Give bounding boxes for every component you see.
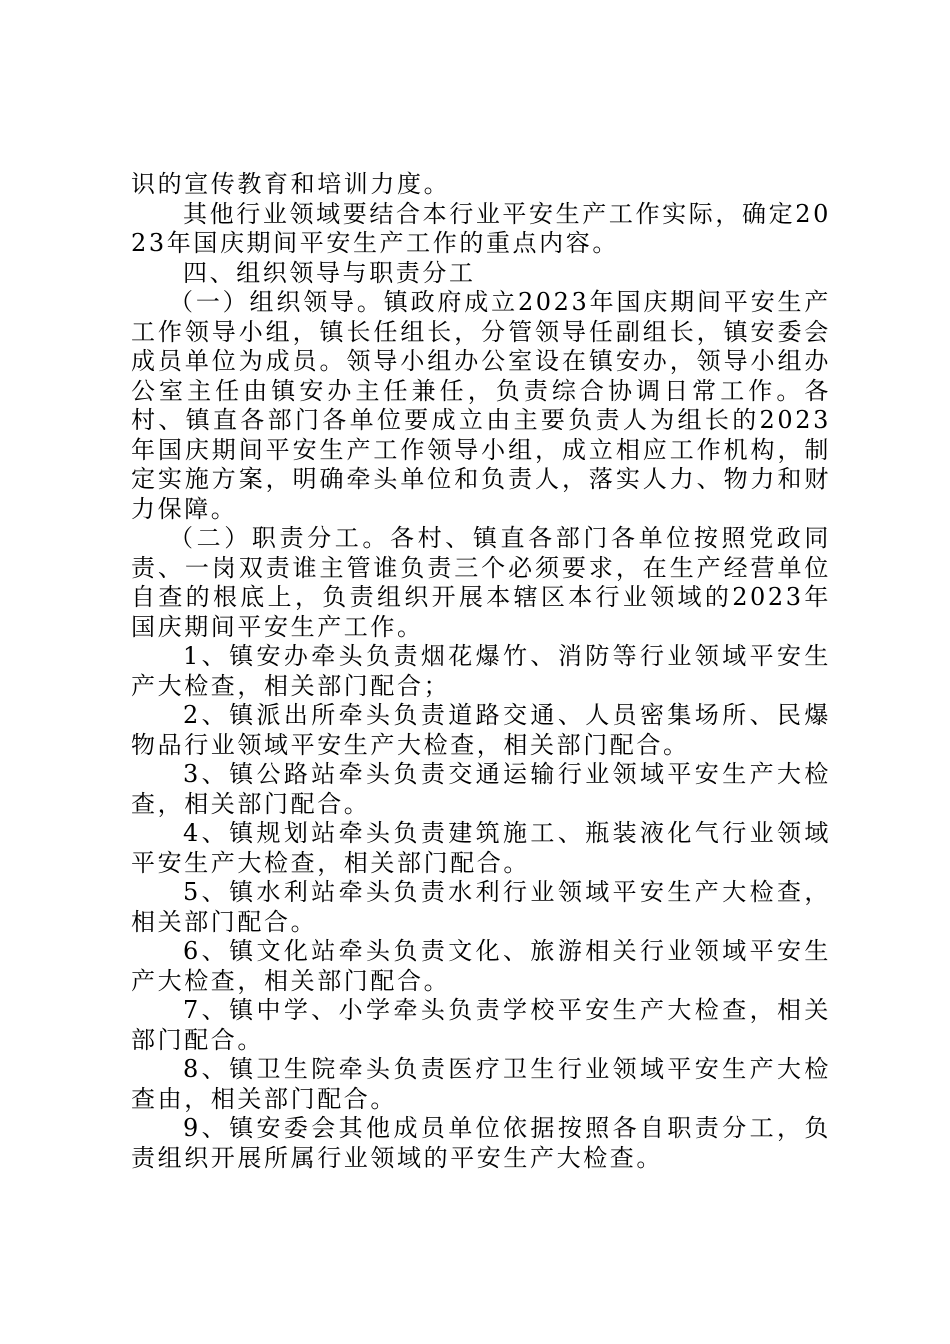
- list-item-3: 3、镇公路站牵头负责交通运输行业领域平安生产大检查，相关部门配合。: [131, 760, 831, 818]
- paragraph-other-industries: 其他行业领域要结合本行业平安生产工作实际，确定2023年国庆期间平安生产工作的重点内容。: [131, 199, 831, 257]
- list-item-6: 6、镇文化站牵头负责文化、旅游相关行业领域平安生产大检查，相关部门配合。: [131, 937, 831, 995]
- document-body: [131, 170, 831, 1173]
- paragraph-responsibility-division: （二）职责分工。各村、镇直各部门各单位按照党政同责、一岗双责谁主管谁负责三个必须要求，在生产经营单位自查的根底上，负责组织开展本辖区本行业领域的2023年国庆期间平安生产工作。: [131, 524, 831, 641]
- list-item-2: 2、镇派出所牵头负责道路交通、人员密集场所、民爆物品行业领域平安生产大检查，相关部门配合。: [131, 701, 831, 759]
- section-heading-organization: 四、组织领导与职责分工: [183, 258, 476, 287]
- list-item-1: 1、镇安办牵头负责烟花爆竹、消防等行业领域平安生产大检查，相关部门配合；: [131, 642, 831, 700]
- list-item-4: 4、镇规划站牵头负责建筑施工、瓶装液化气行业领域平安生产大检查，相关部门配合。: [131, 819, 831, 877]
- list-item-5: 5、镇水利站牵头负责水利行业领域平安生产大检查，相关部门配合。: [131, 878, 831, 936]
- list-item-9: 9、镇安委会其他成员单位依据按照各自职责分工，负责组织开展所属行业领域的平安生产大检查。: [131, 1114, 831, 1172]
- paragraph-continuation: 识的宣传教育和培训力度。: [131, 170, 451, 198]
- list-item-7: 7、镇中学、小学牵头负责学校平安生产大检查，相关部门配合。: [131, 996, 831, 1054]
- list-item-8: 8、镇卫生院牵头负责医疗卫生行业领域平安生产大检查由，相关部门配合。: [131, 1055, 831, 1113]
- paragraph-organization-leadership: （一）组织领导。镇政府成立2023年国庆期间平安生产工作领导小组，镇长任组长，分管领导任副组长，镇安委会成员单位为成员。领导小组办公室设在镇安办，领导小组办公室主任由镇安办主任兼任，负责综合协调日常工作。各村、镇直各部门各单位要成立由主要负责人为组长的2023年国庆期间平安生产工作领导小组，成立相应工作机构，制定实施方案，明确牵头单位和负责人，落实人力、物力和财力保障。: [131, 288, 831, 523]
